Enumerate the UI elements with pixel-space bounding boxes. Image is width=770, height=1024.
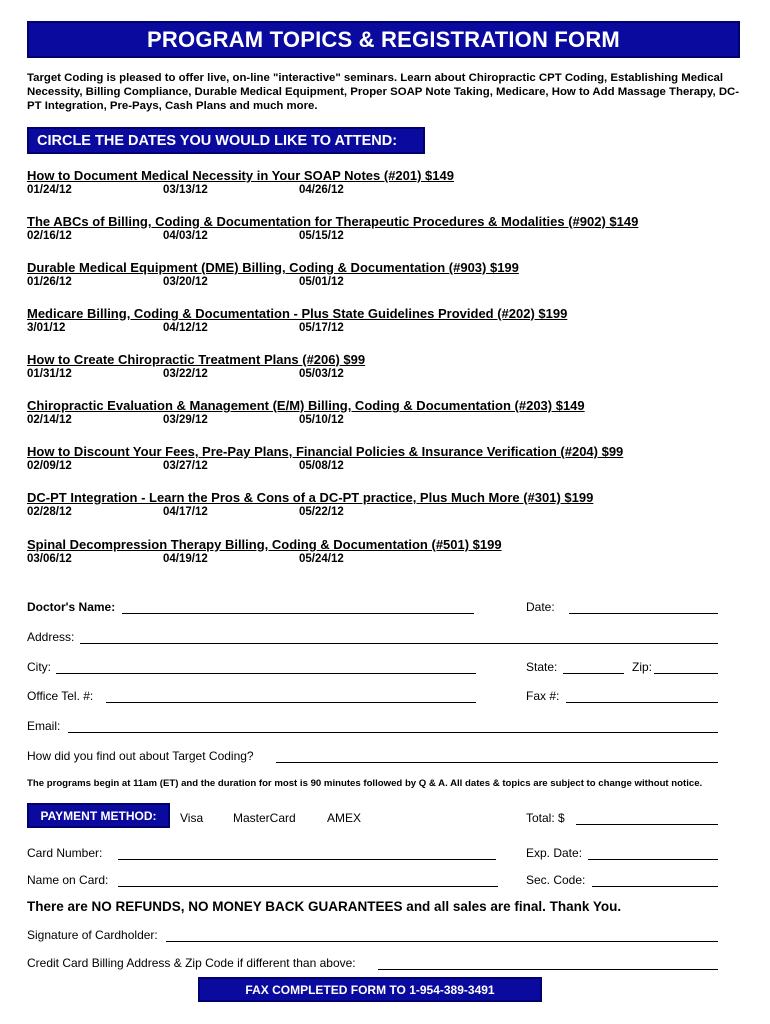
card-number-label: Card Number: <box>27 846 103 860</box>
date-field[interactable] <box>569 613 718 614</box>
city-label: City: <box>27 660 51 674</box>
fax-field[interactable] <box>566 702 718 703</box>
date-option[interactable]: 05/17/12 <box>299 322 344 334</box>
topic-201 <box>27 168 740 198</box>
sec-code-label: Sec. Code: <box>526 873 586 887</box>
billing-address-label: Credit Card Billing Address & Zip Code if different than above: <box>27 956 356 970</box>
topic-301 <box>27 490 740 520</box>
form-title-banner <box>27 21 740 58</box>
referral-label: How did you find out about Target Coding? <box>27 749 254 763</box>
topic-dates <box>27 414 740 428</box>
topic-title: How to Discount Your Fees, Pre-Pay Plans, Financial Policies & Insurance Verification (#204) $99 <box>27 444 624 459</box>
date-option[interactable]: 05/03/12 <box>299 368 344 380</box>
payment-option-amex[interactable]: AMEX <box>327 811 362 825</box>
topic-title: Durable Medical Equipment (DME) Billing, Coding & Documentation (#903) $199 <box>27 260 519 275</box>
topic-203 <box>27 398 740 428</box>
date-option[interactable]: 04/26/12 <box>299 184 344 196</box>
date-option[interactable]: 04/19/12 <box>163 553 208 565</box>
topic-dates <box>27 184 740 198</box>
topic-title: How to Create Chiropractic Treatment Plans (#206) $99 <box>27 352 366 367</box>
date-option[interactable]: 02/09/12 <box>27 460 72 472</box>
topic-title: How to Document Medical Necessity in Your SOAP Notes (#201) $149 <box>27 168 454 183</box>
doctors-name-field[interactable] <box>122 613 474 614</box>
topic-title: DC-PT Integration - Learn the Pros & Cons of a DC-PT practice, Plus Much More (#301) $199 <box>27 490 594 505</box>
date-option[interactable]: 01/24/12 <box>27 184 72 196</box>
date-option[interactable]: 02/14/12 <box>27 414 72 426</box>
date-option[interactable]: 03/27/12 <box>163 460 208 472</box>
zip-label: Zip: <box>632 660 653 674</box>
name-on-card-label: Name on Card: <box>27 873 109 887</box>
payment-option-visa[interactable]: Visa <box>180 811 204 825</box>
date-option[interactable]: 04/17/12 <box>163 506 208 518</box>
schedule-note: The programs begin at 11am (ET) and the duration for most is 90 minutes followed by Q & A. All dates & topics are subject to change without notice. <box>27 778 703 789</box>
date-option[interactable]: 03/20/12 <box>163 276 208 288</box>
date-option[interactable]: 03/22/12 <box>163 368 208 380</box>
date-option[interactable]: 05/10/12 <box>299 414 344 426</box>
form-title: PROGRAM TOPICS & REGISTRATION FORM <box>147 26 620 52</box>
topic-title: Spinal Decompression Therapy Billing, Coding & Documentation (#501) $199 <box>27 537 502 552</box>
topic-202 <box>27 306 740 336</box>
sec-code-field[interactable] <box>592 886 718 887</box>
fax-footer-banner <box>198 977 542 1002</box>
date-option[interactable]: 04/03/12 <box>163 230 208 242</box>
billing-address-field[interactable] <box>378 969 718 970</box>
topic-dates <box>27 460 740 474</box>
address-field[interactable] <box>80 643 718 644</box>
date-option[interactable]: 05/22/12 <box>299 506 344 518</box>
topic-902 <box>27 214 740 244</box>
exp-date-field[interactable] <box>588 859 718 860</box>
date-option[interactable]: 02/28/12 <box>27 506 72 518</box>
topic-dates <box>27 506 740 520</box>
refund-notice: There are NO REFUNDS, NO MONEY BACK GUARANTEES and all sales are final. Thank You. <box>27 899 622 914</box>
date-option[interactable]: 03/13/12 <box>163 184 208 196</box>
date-option[interactable]: 02/16/12 <box>27 230 72 242</box>
office-tel-label: Office Tel. #: <box>27 689 94 703</box>
circle-dates-heading: CIRCLE THE DATES YOU WOULD LIKE TO ATTEND: <box>37 132 398 149</box>
email-label: Email: <box>27 719 61 733</box>
signature-field[interactable] <box>166 941 718 942</box>
topic-501 <box>27 537 740 567</box>
topic-dates <box>27 322 740 336</box>
date-option[interactable]: 05/15/12 <box>299 230 344 242</box>
card-number-field[interactable] <box>118 859 496 860</box>
fax-label: Fax #: <box>526 689 560 703</box>
total-label: Total: $ <box>526 811 565 825</box>
date-option[interactable]: 05/24/12 <box>299 553 344 565</box>
topic-204 <box>27 444 740 474</box>
total-field[interactable] <box>576 824 718 825</box>
topic-title: Medicare Billing, Coding & Documentation - Plus State Guidelines Provided (#202) $199 <box>27 306 568 321</box>
name-on-card-field[interactable] <box>118 886 498 887</box>
address-label: Address: <box>27 630 75 644</box>
payment-method-banner <box>27 803 170 828</box>
topic-dates <box>27 368 740 382</box>
city-field[interactable] <box>56 673 476 674</box>
fax-footer-text: FAX COMPLETED FORM TO 1-954-389-3491 <box>245 982 495 997</box>
circle-dates-banner <box>27 127 425 154</box>
exp-date-label: Exp. Date: <box>526 846 583 860</box>
topic-206 <box>27 352 740 382</box>
date-option[interactable]: 01/31/12 <box>27 368 72 380</box>
referral-field[interactable] <box>276 762 718 763</box>
date-option[interactable]: 01/26/12 <box>27 276 72 288</box>
topic-dates <box>27 230 740 244</box>
topic-title: Chiropractic Evaluation & Management (E/M) Billing, Coding & Documentation (#203) $149 <box>27 398 585 413</box>
topic-903 <box>27 260 740 290</box>
payment-method-heading: PAYMENT METHOD: <box>40 808 157 823</box>
intro-paragraph: Target Coding is pleased to offer live, on-line "interactive" seminars. Learn about Chiropractic CPT Coding, Establishing Medical Necessity, Billing Compliance, Durable Medical Equipment, Proper SOAP Note Taking, Medicare, How to Add Massage Therapy, DC-PT Integration, Pre-Pays, Cash Plans and much more. <box>27 72 740 112</box>
date-option[interactable]: 03/29/12 <box>163 414 208 426</box>
office-tel-field[interactable] <box>106 702 476 703</box>
date-option[interactable]: 3/01/12 <box>27 322 66 334</box>
state-label: State: <box>526 660 558 674</box>
topic-title: The ABCs of Billing, Coding & Documentation for Therapeutic Procedures & Modalities (#902) $149 <box>27 214 639 229</box>
topic-dates <box>27 276 740 290</box>
zip-field[interactable] <box>654 673 718 674</box>
date-option[interactable]: 03/06/12 <box>27 553 72 565</box>
date-option[interactable]: 04/12/12 <box>163 322 208 334</box>
email-field[interactable] <box>68 732 718 733</box>
payment-option-mastercard[interactable]: MasterCard <box>233 811 296 825</box>
date-option[interactable]: 05/01/12 <box>299 276 344 288</box>
state-field[interactable] <box>563 673 624 674</box>
doctors-name-label: Doctor's Name: <box>27 600 116 614</box>
date-option[interactable]: 05/08/12 <box>299 460 344 472</box>
signature-label: Signature of Cardholder: <box>27 928 158 942</box>
topic-dates <box>27 553 740 567</box>
date-label: Date: <box>526 600 555 614</box>
